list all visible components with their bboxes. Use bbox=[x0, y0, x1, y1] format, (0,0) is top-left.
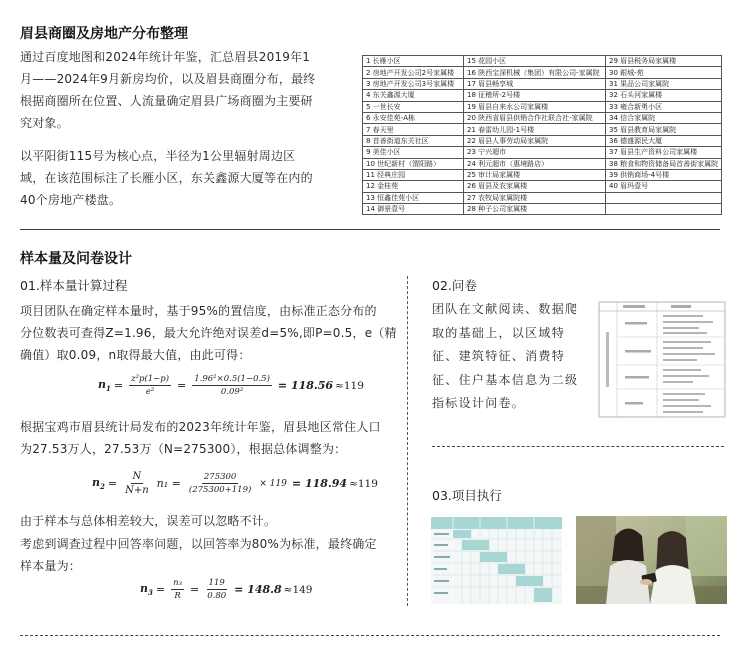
table-cell: 6 永安佳苑-A栋 bbox=[363, 112, 464, 123]
property-table bbox=[362, 55, 722, 215]
section-divider bbox=[20, 229, 720, 230]
table-cell: 23 宁兴超市 bbox=[464, 147, 606, 158]
execution-schedule-image bbox=[431, 517, 562, 604]
section-title-business-district: 眉县商圈及房地产分布整理 bbox=[20, 26, 188, 42]
table-cell: 14 御景壹号 bbox=[363, 204, 464, 215]
table-cell: 12 金桂苑 bbox=[363, 181, 464, 192]
table-row bbox=[363, 56, 722, 67]
photo-graphic bbox=[576, 516, 727, 604]
table-cell bbox=[606, 192, 722, 203]
table-cell: 11 经典庄园 bbox=[363, 169, 464, 180]
table-row bbox=[363, 78, 722, 89]
formula-fraction: $\frac{119}{0.80}$ bbox=[207, 578, 227, 601]
table-cell: 21 春雷幼儿园-1号楼 bbox=[464, 124, 606, 135]
table-row bbox=[363, 192, 722, 203]
section-title-sample-size: 样本量及问卷设计 bbox=[20, 251, 132, 267]
intro-line: 究对象。 bbox=[20, 116, 69, 130]
table-cell: 38 粮食和物资储备局首善街家属院 bbox=[606, 158, 722, 169]
table-cell: 15 花园小区 bbox=[464, 56, 606, 67]
subheading-execution: 03.项目执行 bbox=[432, 488, 502, 503]
table-cell: 35 眉县教育局家属院 bbox=[606, 124, 722, 135]
indicator-table-graphic bbox=[599, 302, 725, 417]
table-cell: 28 种子公司家属楼 bbox=[464, 204, 606, 215]
table-cell: 18 征稽所-2号楼 bbox=[464, 90, 606, 101]
table-row bbox=[363, 147, 722, 158]
formula-approx: ≈149 bbox=[283, 583, 313, 596]
table-cell: 2 房地产开发公司2号家属楼 bbox=[363, 67, 464, 78]
formula-lhs: $n_2$ bbox=[92, 475, 105, 492]
table-row bbox=[363, 204, 722, 215]
table-cell: 30 銀城-苑 bbox=[606, 67, 722, 78]
formula-lhs: $n_3$ bbox=[140, 581, 153, 598]
table-row bbox=[363, 158, 722, 169]
table-cell: 13 恒鑫佳苑小区 bbox=[363, 192, 464, 203]
table-cell: 19 眉县自来水公司家属楼 bbox=[464, 101, 606, 112]
formula-lhs: $n_1$ bbox=[98, 377, 111, 394]
formula-n1: $n_1$ = $\frac{\text{z²p(1−p)}}{\text{e²}}$ = $\frac{\text{1.96²×0.5(1−0.5)}}{\text{0.09²}}$ = 118.56 ≈119 bbox=[98, 374, 364, 397]
table-cell: 1 长雁小区 bbox=[363, 56, 464, 67]
table-cell: 36 德盛源民大厦 bbox=[606, 135, 722, 146]
right-column-divider bbox=[432, 446, 724, 447]
table-cell: 39 供销商场-4号楼 bbox=[606, 169, 722, 180]
table-row bbox=[363, 169, 722, 180]
table-cell: 34 信合家属院 bbox=[606, 112, 722, 123]
intro-paragraph-2 bbox=[20, 145, 355, 211]
q-line: 团队在文献阅读、数据爬 bbox=[432, 302, 579, 316]
table-cell: 17 眉县畅享城 bbox=[464, 78, 606, 89]
formula-fraction: $\frac{275300}{(275300+119)}$ bbox=[188, 472, 252, 495]
table-row bbox=[363, 112, 722, 123]
formula-fraction: $\frac{\text{z²p(1−p)}}{\text{e²}}$ bbox=[131, 374, 170, 397]
q-line: 征、住户基本信息为二级 bbox=[432, 372, 579, 387]
table-cell: 26 眉县及农家属楼 bbox=[464, 181, 606, 192]
table-cell: 27 农牧局家属院楼 bbox=[464, 192, 606, 203]
intro-line: 月——2024年9月新房均价，以及眉县商圈分布，最终 bbox=[20, 72, 316, 86]
formula-approx: ≈119 bbox=[335, 379, 364, 392]
intro-paragraph-1 bbox=[20, 46, 355, 134]
table-cell: 29 眉县税务局家属楼 bbox=[606, 56, 722, 67]
intro-line: 域，在该范围标注了长雁小区，东关鑫源大厦等在内的 bbox=[20, 171, 313, 185]
formula-times: × 119 bbox=[259, 478, 287, 489]
formula-fraction: $\frac{N}{N+n}$ bbox=[125, 471, 149, 496]
table-cell: 24 利元超市（惠境路店） bbox=[464, 158, 606, 169]
table-cell: 5 一世长安 bbox=[363, 101, 464, 112]
sample-paragraph-3 bbox=[20, 510, 400, 532]
formula-mid: n₁ = bbox=[156, 477, 181, 490]
questionnaire-indicator-image bbox=[598, 301, 726, 418]
intro-line: 40个房地产楼盘。 bbox=[20, 193, 122, 207]
subheading-sample-calc: 01.样本量计算过程 bbox=[20, 278, 128, 293]
intro-line: 以平阳街115号为核心点，半径为1公里辐射周边区 bbox=[20, 149, 296, 163]
q-line: 征、建筑特征、消费特 bbox=[432, 349, 566, 363]
intro-line: 通过百度地图和2024年统计年鉴，汇总眉县2019年1 bbox=[20, 50, 311, 64]
formula-result: = 118.56 bbox=[277, 379, 334, 392]
q-line: 取的基础上，以区域特 bbox=[432, 325, 566, 340]
table-cell: 16 陕西宝深机械（集团）有限公司-家属院 bbox=[464, 67, 606, 78]
table-cell: 8 首善街道东关社区 bbox=[363, 135, 464, 146]
table-cell bbox=[606, 204, 722, 215]
table-cell: 7 春天里 bbox=[363, 124, 464, 135]
sample-line: 项目团队在确定样本量时，基于95%的置信度，由标准正态分布的 bbox=[20, 304, 377, 318]
table-cell: 3 房地产开发公司3号家属楼 bbox=[363, 78, 464, 89]
sample-line: 由于样本与总体相差较大，误差可以忽略不计。 bbox=[20, 514, 277, 528]
column-divider bbox=[407, 276, 408, 606]
table-cell: 10 世纪新村（渭阳路） bbox=[363, 158, 464, 169]
formula-fraction: $\frac{\text{1.96²×0.5(1−0.5)}}{\text{0.09²}}$ bbox=[194, 374, 270, 397]
sample-line: 根据宝鸡市眉县统计局发布的2023年统计年鉴，眉县地区常住人口 bbox=[20, 420, 381, 434]
formula-result: = 118.94 bbox=[291, 477, 348, 490]
table-cell: 22 眉县人事劳动局家属院 bbox=[464, 135, 606, 146]
table-cell: 40 眉玛壹号 bbox=[606, 181, 722, 192]
table-cell: 9 美佳小区 bbox=[363, 147, 464, 158]
bottom-divider bbox=[20, 635, 720, 636]
schedule-graphic bbox=[431, 517, 562, 604]
table-cell: 25 审计局家属楼 bbox=[464, 169, 606, 180]
formula-approx: ≈119 bbox=[349, 477, 378, 490]
formula-result: = 148.8 bbox=[234, 583, 282, 596]
formula-n3: $n_3$ = $\frac{\text{n₃}}{R}$ = $\frac{119}{0.80}$ = 148.8 ≈149 bbox=[140, 578, 313, 601]
formula-fraction: $\frac{\text{n₃}}{R}$ bbox=[173, 578, 182, 601]
sample-line: 考虑到调查过程中回答率问题，以回答率为80%为标准，最终确定 bbox=[20, 537, 377, 551]
property-list-table bbox=[362, 55, 722, 215]
q-line: 指标设计问卷。 bbox=[432, 396, 526, 410]
table-row bbox=[363, 90, 722, 101]
field-survey-photo bbox=[576, 516, 727, 604]
questionnaire-paragraph bbox=[432, 298, 587, 416]
sample-line: 分位数表可查得Z=1.96，最大允许绝对误差d=5%,即P=0.5，e（精 bbox=[20, 326, 397, 340]
table-row bbox=[363, 135, 722, 146]
table-cell: 20 陕西省眉县供销合作社联合社-家属院 bbox=[464, 112, 606, 123]
table-cell: 33 雍合新勇小区 bbox=[606, 101, 722, 112]
table-row bbox=[363, 67, 722, 78]
table-row bbox=[363, 181, 722, 192]
sample-paragraph-2 bbox=[20, 416, 400, 460]
table-row bbox=[363, 124, 722, 135]
sample-paragraph-4 bbox=[20, 533, 400, 577]
sample-paragraph-1 bbox=[20, 300, 400, 366]
table-cell: 37 眉县生产资料公司家属楼 bbox=[606, 147, 722, 158]
intro-line: 根据商圈所在位置、人流量确定眉县广场商圈为主要研 bbox=[20, 94, 313, 108]
table-row bbox=[363, 101, 722, 112]
sample-line: 为27.53万人，27.53万（N=275300），根据总体调整为： bbox=[20, 442, 347, 456]
table-cell: 32 石头河家属楼 bbox=[606, 90, 722, 101]
formula-n2: $n_2$ = $\frac{N}{N+n}$ n₁ = $\frac{275300}{(275300+119)}$ × 119 = 118.94 ≈119 bbox=[92, 471, 378, 496]
sample-line: 确值）取0.09，n取得最大值，由此可得： bbox=[20, 348, 251, 362]
sample-line: 样本量为： bbox=[20, 559, 82, 573]
subheading-questionnaire: 02.问卷 bbox=[432, 278, 477, 293]
table-cell: 31 果品公司家属院 bbox=[606, 78, 722, 89]
table-cell: 4 东关鑫源大厦 bbox=[363, 90, 464, 101]
